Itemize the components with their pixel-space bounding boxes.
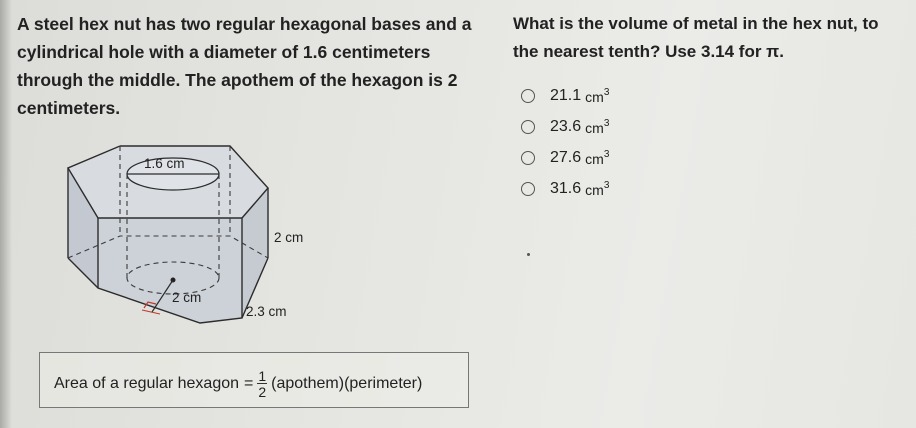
formula-equals: = bbox=[244, 375, 254, 392]
option-2[interactable] bbox=[521, 111, 609, 142]
option-value: 31.6 bbox=[550, 179, 582, 197]
apothem-label: 2 cm bbox=[172, 290, 202, 305]
formula-lhs: Area of a regular hexagon bbox=[54, 375, 240, 392]
hex-front-face bbox=[98, 218, 242, 323]
option-unit: $cm^3$ bbox=[585, 117, 610, 136]
stray-mark bbox=[527, 253, 530, 256]
formula-rhs: (apothem)(perimeter) bbox=[271, 375, 423, 392]
option-unit: $cm^3$ bbox=[585, 179, 610, 198]
radio-button[interactable] bbox=[521, 89, 535, 103]
photo-edge-shadow bbox=[0, 0, 12, 428]
side-label: 2.3 cm bbox=[246, 304, 287, 319]
one-half-fraction: $\frac{1}{2}$ bbox=[258, 368, 267, 400]
hex-nut-figure bbox=[60, 128, 340, 338]
option-1[interactable] bbox=[521, 80, 609, 111]
option-value: 21.1 bbox=[550, 86, 582, 104]
question-prompt: What is the volume of metal in the hex nut, to the nearest tenth? Use 3.14 for π. bbox=[513, 14, 879, 61]
option-unit: $cm^3$ bbox=[585, 86, 610, 105]
radio-button[interactable] bbox=[521, 151, 535, 165]
option-value: 23.6 bbox=[550, 117, 582, 135]
option-3[interactable] bbox=[521, 142, 609, 173]
radio-button[interactable] bbox=[521, 182, 535, 196]
diameter-label: 1.6 cm bbox=[144, 156, 185, 171]
option-unit: $cm^3$ bbox=[585, 148, 610, 167]
formula-box bbox=[39, 352, 469, 408]
problem-statement: A steel hex nut has two regular hexagonal bases and a cylindrical hole with a diameter of 1.6 centimeters through the middle. The apothem of the hexagon is 2 centimeters. bbox=[17, 14, 472, 118]
option-value: 27.6 bbox=[550, 148, 582, 166]
answer-options bbox=[521, 80, 609, 204]
radio-button[interactable] bbox=[521, 120, 535, 134]
height-label: 2 cm bbox=[274, 230, 304, 245]
option-4[interactable] bbox=[521, 173, 609, 204]
hexagon-area-formula bbox=[54, 369, 422, 399]
